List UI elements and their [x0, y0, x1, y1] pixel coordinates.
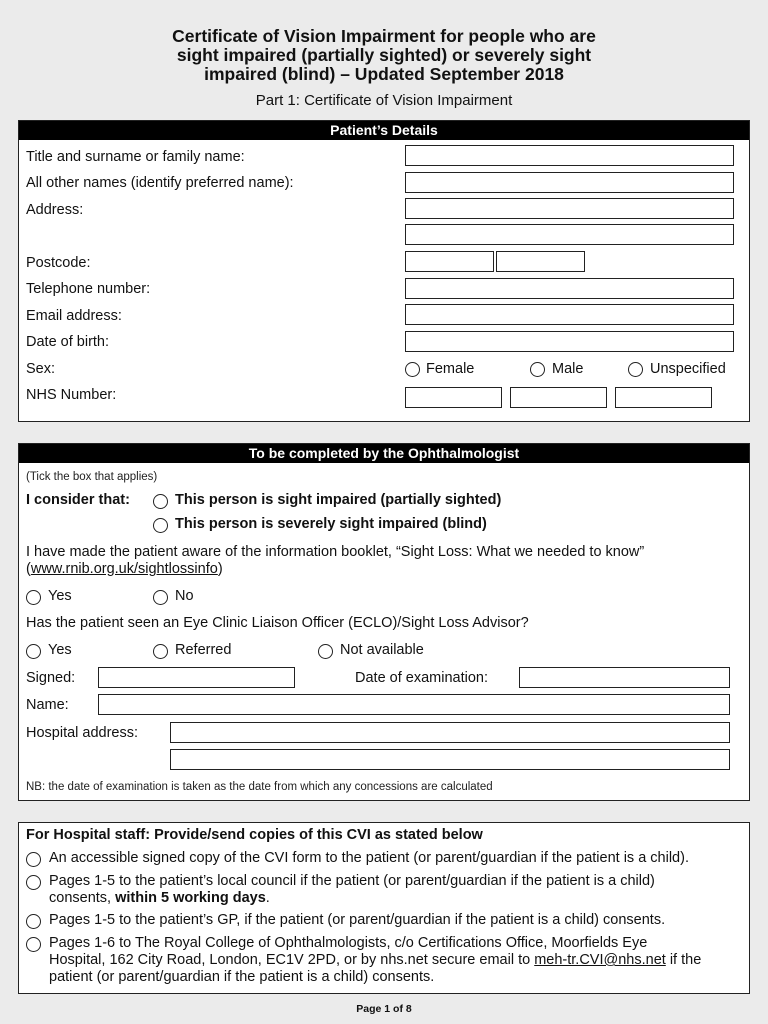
hospital-address-label: Hospital address: — [26, 725, 139, 741]
title-surname-label: Title and surname or family name: — [26, 149, 245, 165]
booklet-yes-label: Yes — [48, 588, 72, 604]
other-names-field[interactable] — [405, 172, 734, 193]
eclo-not-available-label: Not available — [340, 642, 424, 658]
other-names-label: All other names (identify preferred name): — [26, 175, 294, 191]
tick-note: (Tick the box that applies) — [26, 471, 158, 483]
nhs-number-part3-field[interactable] — [615, 387, 712, 408]
booklet-no-label: No — [175, 588, 194, 604]
patient-details-section — [18, 120, 750, 422]
dob-label: Date of birth: — [26, 334, 110, 350]
sex-label: Sex: — [26, 361, 56, 377]
item2-text: Pages 1-5 to the patient’s local council if the patient (or parent/guardian if the patient is a child) consents, within 5 working days. — [49, 873, 655, 906]
hospital-staff-section — [18, 822, 750, 994]
postcode-label: Postcode: — [26, 255, 91, 271]
sex-unspecified-radio[interactable] — [628, 362, 643, 377]
postcode-part1-field[interactable] — [405, 251, 494, 272]
item4-radio[interactable] — [26, 937, 41, 952]
sex-male-radio[interactable] — [530, 362, 545, 377]
item3-radio[interactable] — [26, 914, 41, 929]
exam-date-label: Date of examination: — [355, 670, 488, 686]
address-line1-field[interactable] — [405, 198, 734, 219]
hospital-address-line1-field[interactable] — [170, 722, 730, 743]
item4-text: Pages 1-6 to The Royal College of Ophthalmologists, c/o Certifications Office, Moorfields Eye Hospital, 162 City Road, London, EC1V 2PD, or by nhs.net secure email to meh-tr.CVI@nhs.net if the patient (or parent/guardian if the patient is a child) consents. — [49, 935, 702, 985]
sex-female-radio[interactable] — [405, 362, 420, 377]
eclo-question: Has the patient seen an Eye Clinic Liaison Officer (ECLO)/Sight Loss Advisor? — [26, 615, 529, 631]
signature-field[interactable] — [98, 667, 295, 688]
hospital-staff-heading: For Hospital staff: Provide/send copies of this CVI as stated below — [26, 827, 483, 843]
nhs-number-label: NHS Number: — [26, 387, 117, 403]
booklet-statement: I have made the patient aware of the information booklet, “Sight Loss: What we needed to know” — [26, 544, 645, 560]
ophthalmologist-heading: To be completed by the Ophthalmologist — [19, 444, 749, 463]
patient-details-heading: Patient’s Details — [19, 121, 749, 140]
booklet-yes-radio[interactable] — [26, 590, 41, 605]
sight-impaired-label: This person is sight impaired (partially sighted) — [175, 492, 502, 508]
sex-male-label: Male — [552, 361, 584, 377]
signed-label: Signed: — [26, 670, 76, 686]
ophthalmologist-section — [18, 443, 750, 801]
consider-label: I consider that: — [26, 492, 130, 508]
document-title: Certificate of Vision Impairment for people who are sight impaired (partially sighted) or severely sight impaired (blind) – Updated September 2018 — [172, 26, 596, 84]
sight-impaired-radio[interactable] — [153, 494, 168, 509]
exam-date-field[interactable] — [519, 667, 730, 688]
postcode-part2-field[interactable] — [496, 251, 585, 272]
document-subtitle: Part 1: Certificate of Vision Impairment — [255, 92, 513, 109]
severely-impaired-label: This person is severely sight impaired (blind) — [175, 516, 487, 532]
booklet-link[interactable]: www.rnib.org.uk/sightlossinfo — [30, 561, 218, 577]
page-number: Page 1 of 8 — [356, 1003, 412, 1015]
dob-field[interactable] — [405, 331, 734, 352]
telephone-label: Telephone number: — [26, 281, 151, 297]
name-label: Name: — [26, 697, 69, 713]
name-field[interactable] — [98, 694, 730, 715]
nhs-number-part1-field[interactable] — [405, 387, 502, 408]
email-label: Email address: — [26, 308, 122, 324]
eclo-yes-label: Yes — [48, 642, 72, 658]
sex-female-label: Female — [426, 361, 475, 377]
nhs-number-part2-field[interactable] — [510, 387, 607, 408]
eclo-referred-label: Referred — [175, 642, 232, 658]
address-label: Address: — [26, 202, 84, 218]
email-field[interactable] — [405, 304, 734, 325]
severely-impaired-radio[interactable] — [153, 518, 168, 533]
booklet-no-radio[interactable] — [153, 590, 168, 605]
item3-text: Pages 1-5 to the patient’s GP, if the patient (or parent/guardian if the patient is a child) consents. — [49, 912, 666, 928]
booklet-link-line: (www.rnib.org.uk/sightlossinfo) — [26, 561, 223, 577]
nb-note: NB: the date of examination is taken as the date from which any concessions are calculated — [26, 781, 493, 793]
eclo-referred-radio[interactable] — [153, 644, 168, 659]
hospital-address-line2-field[interactable] — [170, 749, 730, 770]
cvi-email-link[interactable]: meh-tr.CVI@nhs.net — [534, 952, 666, 968]
item1-text: An accessible signed copy of the CVI form to the patient (or parent/guardian if the patient is a child). — [49, 850, 689, 866]
telephone-field[interactable] — [405, 278, 734, 299]
eclo-not-available-radio[interactable] — [318, 644, 333, 659]
eclo-yes-radio[interactable] — [26, 644, 41, 659]
address-line2-field[interactable] — [405, 224, 734, 245]
item2-radio[interactable] — [26, 875, 41, 890]
title-surname-field[interactable] — [405, 145, 734, 166]
sex-unspecified-label: Unspecified — [650, 361, 726, 377]
item1-radio[interactable] — [26, 852, 41, 867]
